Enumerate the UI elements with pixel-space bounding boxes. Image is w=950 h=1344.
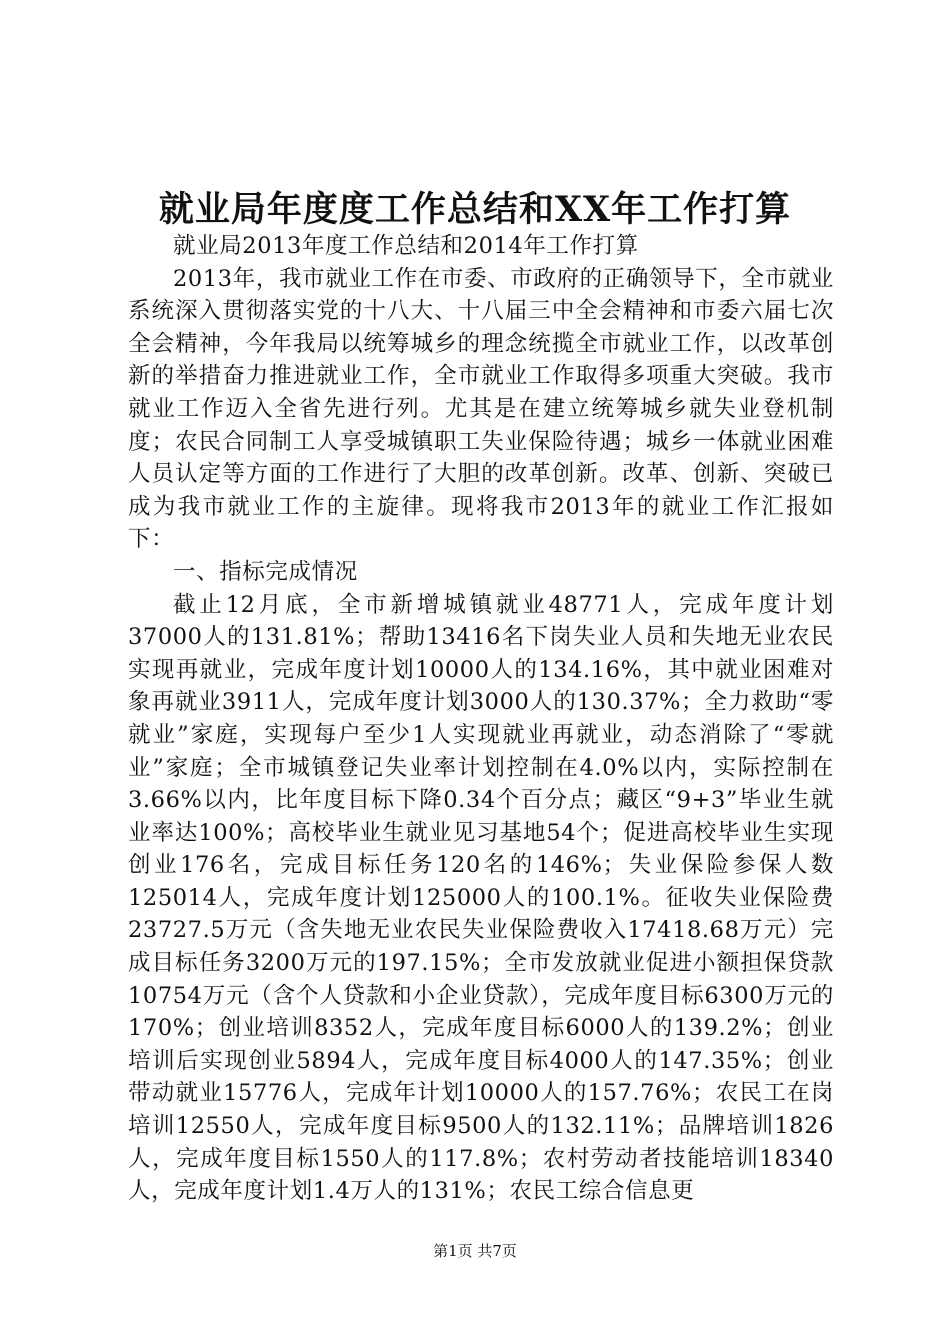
intro-paragraph: 2013年，我市就业工作在市委、市政府的正确领导下，全市就业系统深入贯彻落实党的十八大、十八届三中全会精神和市委六届七次全会精神，今年我局以统筹城乡的理念统揽全市就业工作，以改革创新的举措奋力推进就业工作，全市就业工作取得多项重大突破。我市就业工作迈入全省先进行列。尤其是在建立统筹城乡就失业登机制度；农民合同制工人享受城镇职工失业保险待遇；城乡一体就业困难人员认定等方面的工作进行了大胆的改革创新。改革、创新、突破已成为我市就业工作的主旋律。现将我市2013年的就业工作汇报如下： <box>128 265 834 553</box>
document-subtitle: 就业局2013年度工作总结和2014年工作打算 <box>173 233 639 259</box>
document-title: 就业局年度度工作总结和XX年工作打算 <box>158 189 792 230</box>
page-number-footer: 第1页 共7页 <box>433 1242 517 1260</box>
document-body <box>128 230 834 1208</box>
section-heading: 一、指标完成情况 <box>173 558 358 585</box>
indicators-paragraph: 截止12月底，全市新增城镇就业48771人，完成年度计划37000人的131.81%；帮助13416名下岗失业人员和失地无业农民实现再就业，完成年度计划10000人的134.16%，其中就业困难对象再就业3911人，完成年度计划3000人的130.37%；全力救助“零就业”家庭，实现每户至少1人实现就业再就业，动态消除了“零就业”家庭；全市城镇登记失业率计划控制在4.0%以内，实际控制在3.66%以内，比年度目标下降0.34个百分点；藏区“9+3”毕业生就业率达100%；高校毕业生就业见习基地54个；促进高校毕业生实现创业176名，完成目标任务120名的146%；失业保险参保人数125014人，完成年度计划125000人的100.1%。征收失业保险费23727.5万元（含失地无业农民失业保险费收入17418.68万元）完成目标任务3200万元的197.15%；全市发放就业促进小额担保贷款10754万元（含个人贷款和小企业贷款），完成年度目标6300万元的170%；创业培训8352人，完成年度目标6000人的139.2%；创业培训后实现创业5894人，完成年度目标4000人的147.35%；创业带动就业15776人，完成年计划10000人的157.76%；农民工在岗培训12550人，完成年度目标9500人的132.11%；品牌培训1826人，完成年度目标1550人的117.8%；农村劳动者技能培训18340人，完成年度计划1.4万人的131%；农民工综合信息更 <box>128 591 834 1205</box>
